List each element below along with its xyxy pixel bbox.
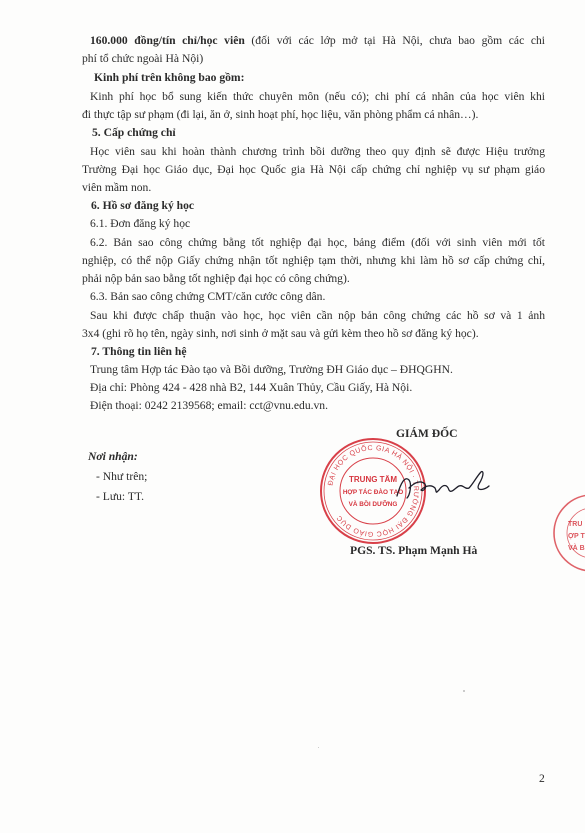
stamp-center-line-1: TRUNG TÂM [349, 475, 397, 484]
partial-stamp [552, 488, 585, 578]
excluded-line-2: đi thực tập sư phạm (đi lại, ăn ở, sinh hoạt phí, học liệu, văn phòng phẩm cá nhân…). [82, 108, 479, 121]
stamp-ring-text: ĐẠI HỌC QUỐC GIA HÀ NỘI · TRƯỜNG ĐẠI HỌC GIÁO DỤC [327, 444, 420, 538]
section-5-line-2: Trường Đại học Giáo dục, Đại học Quốc gia Hà Nội cấp chứng chỉ nghiệp vụ sư phạm giáo [82, 163, 545, 176]
recipient-item: - Lưu: TT. [96, 490, 145, 503]
contact-address: Địa chỉ: Phòng 424 - 428 nhà B2, 144 Xuân Thủy, Cầu Giấy, Hà Nội. [90, 381, 413, 394]
section-5-line-1: Học viên sau khi hoàn thành chương trình bồi dưỡng theo quy định sẽ được Hiệu trưởng [90, 145, 545, 158]
recipients-block [88, 448, 147, 506]
section-6-item-2-line-3: phải nộp bản sao bằng tốt nghiệp đại học có công chứng). [82, 272, 350, 285]
recipient-item: - Như trên; [96, 470, 148, 483]
fee-line-2: phí tổ chức ngoài Hà Nội) [82, 52, 204, 65]
excluded-line-1: Kinh phí học bổ sung kiến thức chuyên môn (nếu có); chi phí cá nhân của học viên khi [90, 90, 545, 103]
stamp-center-line-2: HỢP TÁC ĐÀO TẠO [342, 489, 404, 496]
handwritten-signature [395, 462, 490, 502]
fee-note: (đối với các lớp mở tại Hà Nội, chưa bao gồm các chi [244, 34, 545, 47]
excluded-heading: Kinh phí trên không bao gồm: [94, 71, 245, 84]
svg-text:TRU: TRU [568, 521, 583, 528]
section-6-item-3: 6.3. Bản sao công chứng CMT/căn cước công dân. [90, 290, 326, 303]
contact-phone-email: Điện thoại: 0242 2139568; email: cct@vnu.edu.vn. [90, 399, 329, 412]
section-6-note-line-2: 3x4 (ghi rõ họ tên, ngày sinh, nơi sinh ở mặt sau và gửi kèm theo hồ sơ đăng ký học). [82, 327, 479, 340]
scan-speck [463, 690, 465, 692]
fee-amount: 160.000 đồng/tín chỉ/học viên [90, 34, 245, 47]
signer-name: PGS. TS. Phạm Mạnh Hà [350, 544, 478, 557]
scan-speck [318, 747, 319, 748]
page-number: 2 [539, 772, 545, 785]
signer-position: GIÁM ĐỐC [396, 427, 458, 440]
stamp-center-line-3: VÀ BỒI DƯỠNG [348, 501, 398, 508]
section-6-item-2-line-1: 6.2. Bản sao công chứng bằng tốt nghiệp đại học, bảng điểm (đối với sinh viên mới tốt [90, 236, 545, 249]
section-5-line-3: viên mầm non. [82, 181, 152, 194]
recipients-title: Nơi nhận: [88, 450, 138, 463]
section-6-heading: 6. Hồ sơ đăng ký học [91, 199, 195, 212]
fee-line-1 [90, 32, 545, 50]
section-6-note-line-1: Sau khi được chấp thuận vào học, học viên cần nộp bản công chứng các hồ sơ và 1 ảnh [90, 309, 545, 322]
section-5-heading: 5. Cấp chứng chỉ [92, 126, 176, 139]
section-7-heading: 7. Thông tin liên hệ [91, 345, 187, 358]
section-6-item-1: 6.1. Đơn đăng ký học [90, 217, 191, 230]
svg-text:ỢP T: ỢP T [568, 533, 585, 540]
section-6-item-2-line-2: nghiệp, có thể nộp Giấy chứng nhận tốt nghiệp tạm thời, nhưng khi làm hồ sơ cấp chứng chỉ, [82, 254, 545, 267]
contact-center: Trung tâm Hợp tác Đào tạo và Bồi dưỡng, Trường ĐH Giáo dục – ĐHQGHN. [90, 363, 453, 376]
svg-text:VÀ B: VÀ B [568, 545, 585, 552]
